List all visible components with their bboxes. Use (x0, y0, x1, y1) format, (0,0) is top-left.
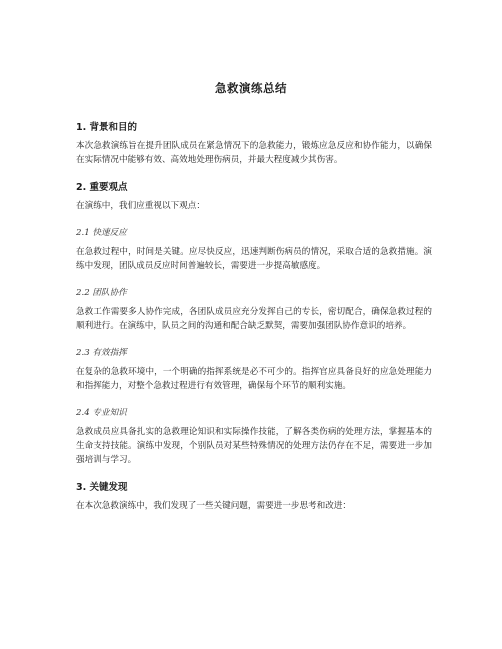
subsection-paragraph-quick-response: 在急救过程中，时间是关键。应尽快反应，迅速判断伤病员的情况，采取合适的急救措施。演练中发现，团队成员反应时间普遍较长，需要进一步提高敏感度。 (76, 247, 432, 271)
section-heading-background: 1. 背景和目的 (76, 122, 138, 133)
section-paragraph-key-points: 在演练中，我们应重视以下观点： (76, 201, 205, 211)
subsection-paragraph-teamwork: 急救工作需要多人协作完成，各团队成员应充分发挥自己的专长，密切配合，确保急救过程的顺利进行。在演练中，队员之间的沟通和配合缺乏默契，需要加强团队协作意识的培养。 (76, 307, 432, 331)
document-title: 急救演练总结 (215, 81, 287, 95)
section-paragraph-background: 本次急救演练旨在提升团队成员在紧急情况下的急救能力，锻炼应急反应和协作能力，以确保在实际情况中能够有效、高效地处理伤病员，并最大程度减少其伤害。 (76, 141, 432, 165)
document-body (76, 121, 432, 513)
subsection-heading-command: 2.3 有效指挥 (76, 348, 127, 358)
subsection-heading-expertise: 2.4 专业知识 (76, 408, 127, 418)
subsection-paragraph-command: 在复杂的急救环境中，一个明确的指挥系统是必不可少的。指挥官应具备良好的应急处理能力和指挥能力，对整个急救过程进行有效管理，确保每个环节的顺利实施。 (76, 367, 432, 391)
section-heading-key-points: 2. 重要观点 (76, 182, 128, 193)
subsection-heading-quick-response: 2.1 快速反应 (76, 228, 127, 238)
section-heading-key-findings: 3. 关键发现 (76, 482, 128, 493)
subsection-paragraph-expertise: 急救成员应具备扎实的急救理论知识和实际操作技能，了解各类伤病的处理方法，掌握基本的生命支持技能。演练中发现，个别队员对某些特殊情况的处理方法仍存在不足，需要进一步加强培训与学习。 (76, 427, 432, 465)
subsection-heading-teamwork: 2.2 团队协作 (76, 288, 127, 298)
section-paragraph-key-findings: 在本次急救演练中，我们发现了一些关键问题，需要进一步思考和改进： (76, 501, 352, 511)
